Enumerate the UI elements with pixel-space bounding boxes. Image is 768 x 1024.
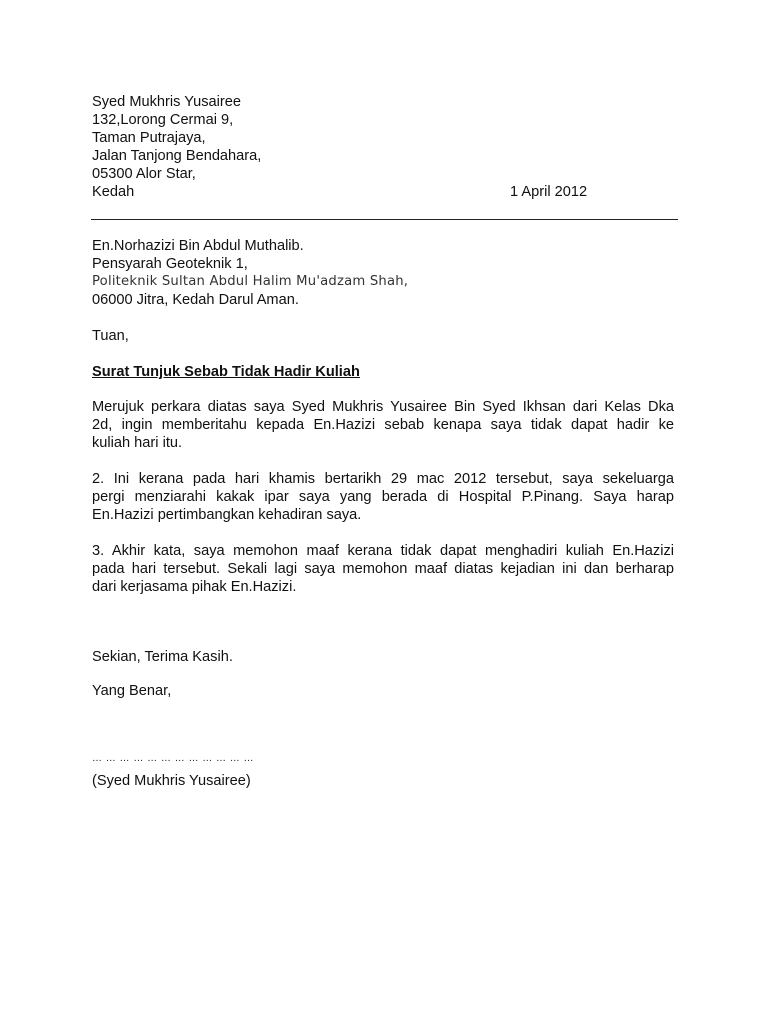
paragraph-line: pada hari tersebut. Sekali lagi saya memohon maaf diatas kejadian ini dan berharap (92, 561, 674, 577)
letter-date: 1 April 2012 (510, 184, 588, 200)
salutation: Tuan, (92, 328, 129, 344)
sender-address-line: 05300 Alor Star, (92, 166, 196, 182)
sender-address-line: Jalan Tanjong Bendahara, (92, 148, 262, 164)
sender-address (92, 93, 261, 201)
paragraph-line: Merujuk perkara diatas saya Syed Mukhris Yusairee Bin Syed Ikhsan dari Kelas Dka (92, 399, 674, 415)
recipient-institution: Politeknik Sultan Abdul Halim Mu'adzam Shah, (92, 274, 409, 289)
valediction: Yang Benar, (92, 683, 172, 699)
paragraph-line: 2. Ini kerana pada hari khamis bertarikh 29 mac 2012 tersebut, saya sekeluarga (92, 471, 674, 487)
subject-heading: Surat Tunjuk Sebab Tidak Hadir Kuliah (92, 364, 360, 380)
sender-name: Syed Mukhris Yusairee (92, 94, 241, 110)
sender-address-line: Kedah (92, 184, 135, 200)
recipient-name: En.Norhazizi Bin Abdul Muthalib. (92, 238, 304, 254)
sender-address-line: 132,Lorong Cermai 9, (92, 112, 234, 128)
divider (91, 219, 678, 220)
paragraph-line: 2d, ingin memberitahu kepada En.Hazizi sebab kenapa saya tidak dapat hadir ke (92, 417, 674, 433)
recipient-address-line: 06000 Jitra, Kedah Darul Aman. (92, 292, 299, 308)
closing-text: Sekian, Terima Kasih. (92, 649, 233, 665)
sender-address-line: Taman Putrajaya, (92, 130, 206, 146)
paragraph-line: dari kerjasama pihak En.Hazizi. (92, 579, 297, 595)
recipient-address (92, 237, 408, 309)
paragraph-1 (92, 398, 674, 452)
signer-name: (Syed Mukhris Yusairee) (92, 773, 251, 789)
signature-line: … … … … … … … … … … … … (92, 753, 255, 764)
paragraph-line: 3. Akhir kata, saya memohon maaf kerana tidak dapat menghadiri kuliah En.Hazizi (92, 543, 674, 559)
paragraph-line: En.Hazizi pertimbangkan kehadiran saya. (92, 507, 362, 523)
paragraph-3 (92, 542, 674, 596)
paragraph-2 (92, 470, 674, 524)
recipient-title: Pensyarah Geoteknik 1, (92, 256, 248, 272)
paragraph-line: pergi menziarahi kakak ipar saya yang berada di Hospital P.Pinang. Saya harap (92, 489, 674, 505)
paragraph-line: kuliah hari itu. (92, 435, 183, 451)
